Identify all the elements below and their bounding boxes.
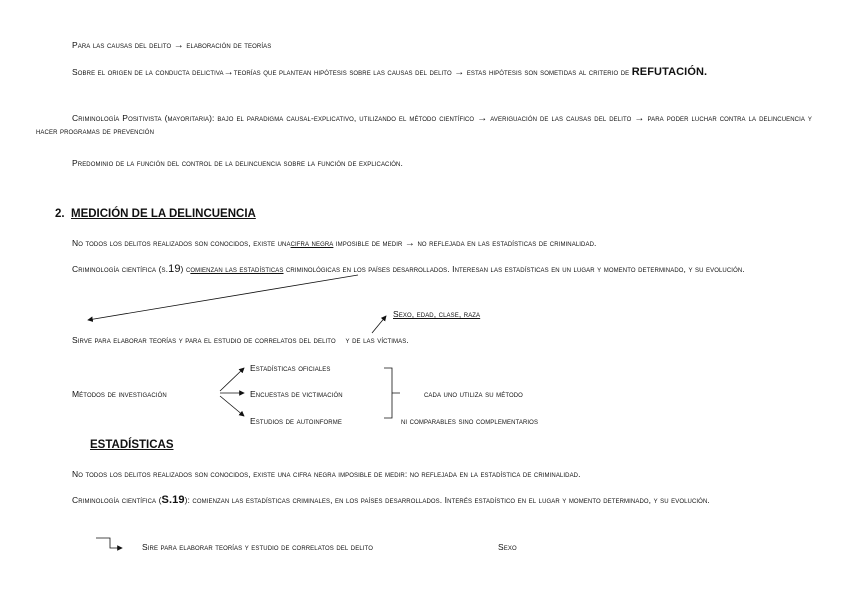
text: cada uno utiliza su método (424, 389, 523, 399)
arrow-right-icon: → (404, 238, 415, 249)
text: Métodos de investigación (72, 389, 167, 399)
arrow-right-icon: → (173, 40, 184, 51)
methods-bracket (384, 368, 400, 418)
underlined-estadisticas: omienzan las estadísticas (190, 264, 284, 274)
text: No todos los delitos realizados son conocidos, existe una (72, 238, 291, 248)
text: Para las causas del delito (72, 40, 172, 50)
arrow-diagonal-left (88, 275, 358, 320)
text: Estadísticas oficiales (250, 363, 331, 373)
text: estas hipótesis son sometidas al criterio de (466, 67, 630, 77)
text: Criminología científica (s. (72, 264, 169, 274)
text: Sire para elaborar teorías y estudio de correlatos del delito (142, 542, 373, 552)
text: Encuestas de victimación (250, 389, 343, 399)
text: Sobre el origen de la conducta delictiva (72, 67, 224, 77)
text: Sexo (498, 542, 517, 552)
elbow-arrow (96, 538, 122, 548)
arrow-method-3 (220, 396, 244, 416)
century-number: 19 (168, 263, 181, 275)
arrow-right-icon: → (223, 67, 234, 78)
text: ): comienzan las estadísticas criminales, en los países desarrollados. Interés estadístico en el lugar y momento determinado, y su evolución. (184, 495, 710, 505)
text: elaboración de teorías (186, 40, 272, 50)
emphasis-refutacion: REFUTACIÓN. (631, 66, 708, 78)
arrow-right-icon: → (454, 67, 465, 78)
text: ESTADÍSTICAS (90, 439, 174, 451)
text: imposible de medir (335, 238, 403, 248)
text: Sexo, edad, clase, raza (393, 309, 481, 319)
section-number: 2. (55, 208, 65, 220)
section-title: MEDICIÓN DE LA DELINCUENCIA (70, 208, 256, 220)
text: Sirve para elaborar teorías y para el estudio de correlatos del delito y de las víctimas. (72, 335, 409, 345)
arrow-right-icon: → (477, 113, 488, 124)
century-number: S.19 (161, 494, 185, 506)
arrow-right-icon: → (634, 113, 645, 124)
text: para poder luchar contra la delincuencia y hacer programas de prevención (36, 113, 813, 136)
arrow-method-1 (220, 368, 244, 391)
text: ) c (180, 264, 191, 274)
text: teorías que plantean hipótesis sobre las causas del delito (233, 67, 452, 77)
text: averiguación de las causas del delito (490, 113, 632, 123)
text: Criminología Positivista (mayoritaria): bajo el paradigma causal-explicativo, utilizando el método científico (72, 113, 475, 123)
underlined-cifra-negra: cifra negra (290, 238, 334, 248)
text: ni comparables sino complementarios (401, 416, 539, 426)
text: no reflejada en las estadísticas de criminalidad. (417, 238, 597, 248)
arrow-to-correlates (372, 316, 386, 333)
text: Criminología científica ( (72, 495, 162, 505)
text: Estudios de autoinforme (250, 416, 342, 426)
text: criminológicas en los países desarrollados. Interesan las estadísticas en un lugar y momento determinado, y su evolución. (285, 264, 745, 274)
text: No todos los delitos realizados son conocidos, existe una cifra negra imposible de medir: no reflejada en la estadística de criminalidad. (72, 469, 581, 479)
text: Predominio de la función del control de la delincuencia sobre la función de explicación. (72, 158, 403, 168)
